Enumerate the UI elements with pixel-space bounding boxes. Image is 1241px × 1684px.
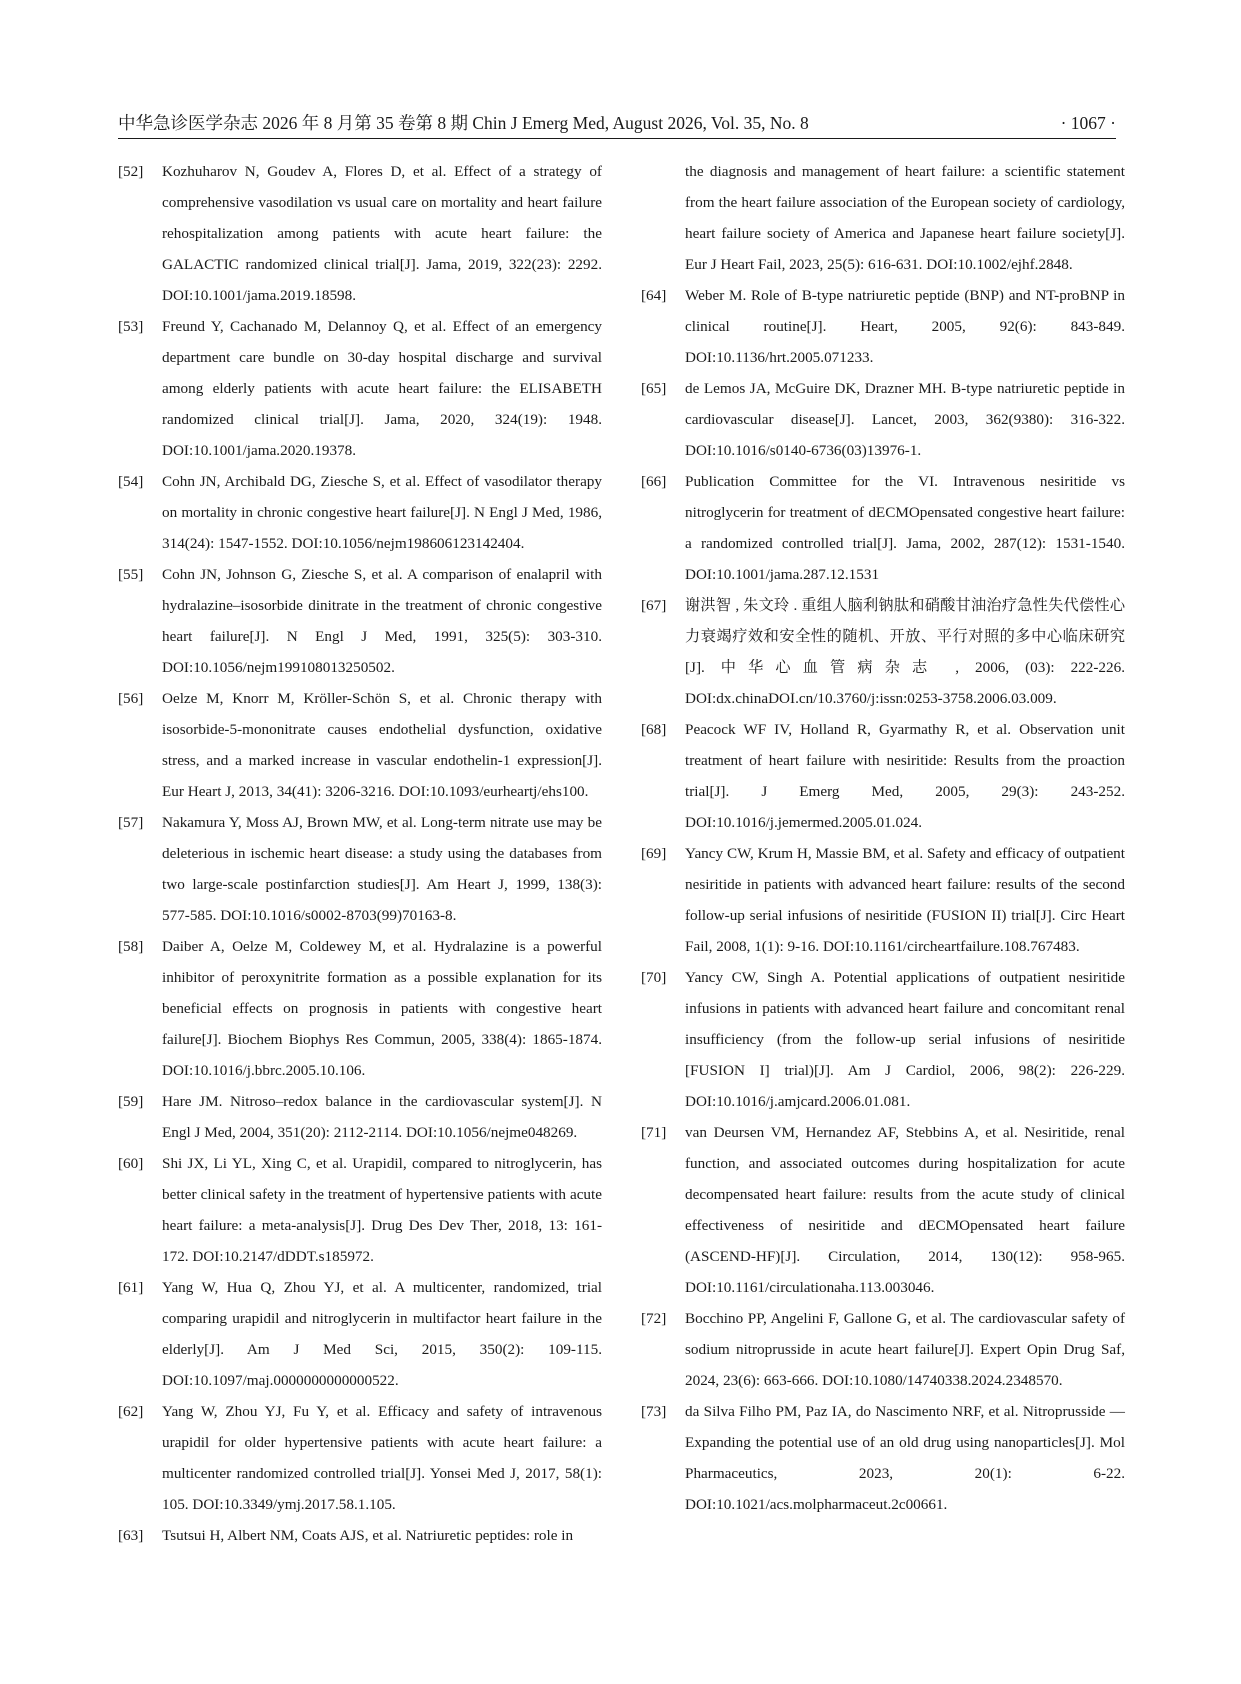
reference-item	[118, 1148, 602, 1272]
journal-citation: 中华急诊医学杂志 2026 年 8 月第 35 卷第 8 期 Chin J Emerg Med, August 2026, Vol. 35, No. 8	[118, 113, 809, 133]
reference-item	[118, 466, 602, 559]
reference-text: de Lemos JA, McGuire DK, Drazner MH. B-type natriuretic peptide in cardiovascular disease[J]. Lancet, 2003, 362(9380): 316-322. DOI:10.1016/s0140-6736(03)13976-1.	[685, 380, 1125, 459]
reference-number: [71]	[641, 1124, 667, 1141]
reference-number: [61]	[118, 1279, 144, 1296]
reference-text: Cohn JN, Johnson G, Ziesche S, et al. A comparison of enalapril with hydralazine–isosorbide dinitrate in the treatment of chronic congestive heart failure[J]. N Engl J Med, 1991, 325(5): 303-310. DOI:10.1056/nejm199108013250502.	[162, 566, 602, 676]
reference-number: [67]	[641, 597, 667, 614]
reference-text: Yang W, Zhou YJ, Fu Y, et al. Efficacy and safety of intravenous urapidil for older hypertensive patients with acute heart failure: a multicenter randomized controlled trial[J]. Yonsei Med J, 2017, 58(1): 105. DOI:10.3349/ymj.2017.58.1.105.	[162, 1403, 602, 1513]
reference-text: Kozhuharov N, Goudev A, Flores D, et al. Effect of a strategy of comprehensive vasodilation vs usual care on mortality and heart failure rehospitalization among patients with acute heart failure: the GALACTIC randomized clinical trial[J]. Jama, 2019, 322(23): 2292. DOI:10.1001/jama.2019.18598.	[162, 163, 602, 304]
reference-item	[118, 1396, 602, 1520]
reference-text: Hare JM. Nitroso–redox balance in the cardiovascular system[J]. N Engl J Med, 2004, 351(20): 2112-2114. DOI:10.1056/nejme048269.	[162, 1093, 602, 1141]
reference-number: [70]	[641, 969, 667, 986]
reference-text: Freund Y, Cachanado M, Delannoy Q, et al. Effect of an emergency department care bundle on 30-day hospital discharge and survival among elderly patients with acute heart failure: the ELISABETH randomized clinical trial[J]. Jama, 2020, 324(19): 1948. DOI:10.1001/jama.2020.19378.	[162, 318, 602, 459]
reference-number: [58]	[118, 938, 144, 955]
reference-text: Yancy CW, Singh A. Potential applications of outpatient nesiritide infusions in patients with advanced heart failure and concomitant renal insufficiency (from the follow-up serial infusions of nesiritide [FUSION I] trial)[J]. Am J Cardiol, 2006, 98(2): 226-229. DOI:10.1016/j.amjcard.2006.01.081.	[685, 969, 1125, 1110]
reference-item	[641, 714, 1125, 838]
reference-item	[118, 156, 602, 311]
reference-item	[641, 280, 1125, 373]
reference-number: [72]	[641, 1310, 667, 1327]
page-number: · 1067 ·	[1060, 113, 1116, 133]
running-header	[118, 108, 1116, 139]
reference-number: [64]	[641, 287, 667, 304]
reference-number: [60]	[118, 1155, 144, 1172]
reference-text: Shi JX, Li YL, Xing C, et al. Urapidil, compared to nitroglycerin, has better clinical safety in the treatment of hypertensive patients with acute heart failure: a meta-analysis[J]. Drug Des Dev Ther, 2018, 13: 161-172. DOI:10.2147/dDDT.s185972.	[162, 1155, 602, 1265]
reference-number: [65]	[641, 380, 667, 397]
reference-item	[118, 1520, 602, 1551]
reference-item	[641, 838, 1125, 962]
reference-item	[118, 683, 602, 807]
reference-text: 谢洪智 , 朱文玲 . 重组人脑利钠肽和硝酸甘油治疗急性失代偿性心力衰竭疗效和安全性的随机、开放、平行对照的多中心临床研究 [J]. 中华心血管病杂志 , 2006, (03): 222-226. DOI:dx.chinaDOI.cn/10.3760/j:issn:0253-3758.2006.03.009.	[685, 597, 1125, 707]
reference-text: Tsutsui H, Albert NM, Coats AJS, et al. Natriuretic peptides: role in	[162, 1527, 574, 1544]
reference-item	[118, 311, 602, 466]
reference-text: Yang W, Hua Q, Zhou YJ, et al. A multicenter, randomized, trial comparing urapidil and nitroglycerin in multifactor heart failure in the elderly[J]. Am J Med Sci, 2015, 350(2): 109-115. DOI:10.1097/maj.0000000000000522.	[162, 1279, 602, 1389]
reference-number: [52]	[118, 163, 144, 180]
reference-text: Cohn JN, Archibald DG, Ziesche S, et al. Effect of vasodilator therapy on mortality in chronic congestive heart failure[J]. N Engl J Med, 1986, 314(24): 1547-1552. DOI:10.1056/nejm198606123142404.	[162, 473, 602, 552]
reference-text: Daiber A, Oelze M, Coldewey M, et al. Hydralazine is a powerful inhibitor of peroxynitrite formation as a possible explanation for its beneficial effects on prognosis in patients with congestive heart failure[J]. Biochem Biophys Res Commun, 2005, 338(4): 1865-1874. DOI:10.1016/j.bbrc.2005.10.106.	[162, 938, 602, 1079]
reference-item	[641, 1117, 1125, 1303]
reference-item	[118, 559, 602, 683]
reference-number: [73]	[641, 1403, 667, 1420]
reference-text: Yancy CW, Krum H, Massie BM, et al. Safety and efficacy of outpatient nesiritide in patients with advanced heart failure: results of the second follow-up serial infusions of nesiritide (FUSION II) trial[J]. Circ Heart Fail, 2008, 1(1): 9-16. DOI:10.1161/circheartfailure.108.767483.	[685, 845, 1125, 955]
reference-text: Publication Committee for the VI. Intravenous nesiritide vs nitroglycerin for treatment of dECMOpensated congestive heart failure: a randomized controlled trial[J]. Jama, 2002, 287(12): 1531-1540. DOI:10.1001/jama.287.12.1531	[685, 473, 1125, 583]
reference-item	[641, 590, 1125, 714]
right-reference-column	[641, 156, 1125, 1520]
reference-number: [63]	[118, 1527, 144, 1544]
reference-number: [54]	[118, 473, 144, 490]
reference-item	[641, 373, 1125, 466]
reference-number: [68]	[641, 721, 667, 738]
reference-number: [66]	[641, 473, 667, 490]
reference-text: van Deursen VM, Hernandez AF, Stebbins A, et al. Nesiritide, renal function, and associated outcomes during hospitalization for acute decompensated heart failure: results from the acute study of clinical effectiveness of nesiritide and dECMOpensated heart failure (ASCEND-HF)[J]. Circulation, 2014, 130(12): 958-965. DOI:10.1161/circulationaha.113.003046.	[685, 1124, 1125, 1296]
reference-item	[118, 1272, 602, 1396]
reference-text: Bocchino PP, Angelini F, Gallone G, et al. The cardiovascular safety of sodium nitroprusside in acute heart failure[J]. Expert Opin Drug Saf, 2024, 23(6): 663-666. DOI:10.1080/14740338.2024.2348570.	[685, 1310, 1125, 1389]
reference-text: Weber M. Role of B-type natriuretic peptide (BNP) and NT-proBNP in clinical routine[J]. Heart, 2005, 92(6): 843-849. DOI:10.1136/hrt.2005.071233.	[685, 287, 1125, 366]
reference-item	[118, 1086, 602, 1148]
reference-number: [56]	[118, 690, 144, 707]
reference-item	[118, 931, 602, 1086]
reference-continuation: the diagnosis and management of heart failure: a scientific statement from the heart failure association of the European society of cardiology, heart failure society of America and Japanese heart failure society[J]. Eur J Heart Fail, 2023, 25(5): 616-631. DOI:10.1002/ejhf.2848.	[685, 163, 1125, 273]
reference-item	[118, 807, 602, 931]
reference-number: [53]	[118, 318, 144, 335]
left-reference-column	[118, 156, 602, 1551]
reference-item	[641, 466, 1125, 590]
reference-text: Oelze M, Knorr M, Kröller-Schön S, et al. Chronic therapy with isosorbide-5-mononitrate causes endothelial dysfunction, oxidative stress, and a marked increase in vascular endothelin-1 expression[J]. Eur Heart J, 2013, 34(41): 3206-3216. DOI:10.1093/eurheartj/ehs100.	[162, 690, 602, 800]
reference-item	[641, 962, 1125, 1117]
reference-number: [59]	[118, 1093, 144, 1110]
reference-item	[641, 1303, 1125, 1396]
reference-number: [62]	[118, 1403, 144, 1420]
reference-number: [57]	[118, 814, 144, 831]
reference-text: Nakamura Y, Moss AJ, Brown MW, et al. Long-term nitrate use may be deleterious in ischemic heart disease: a study using the databases from two large-scale postinfarction studies[J]. Am Heart J, 1999, 138(3): 577-585. DOI:10.1016/s0002-8703(99)70163-8.	[162, 814, 602, 924]
reference-number: [55]	[118, 566, 144, 583]
reference-text: Peacock WF IV, Holland R, Gyarmathy R, et al. Observation unit treatment of heart failure with nesiritide: Results from the proaction trial[J]. J Emerg Med, 2005, 29(3): 243-252. DOI:10.1016/j.jemermed.2005.01.024.	[685, 721, 1125, 831]
reference-number: [69]	[641, 845, 667, 862]
reference-item	[641, 1396, 1125, 1520]
reference-text: da Silva Filho PM, Paz IA, do Nascimento NRF, et al. Nitroprusside — Expanding the potential use of an old drug using nanoparticles[J]. Mol Pharmaceutics, 2023, 20(1): 6-22. DOI:10.1021/acs.molpharmaceut.2c00661.	[685, 1403, 1125, 1513]
